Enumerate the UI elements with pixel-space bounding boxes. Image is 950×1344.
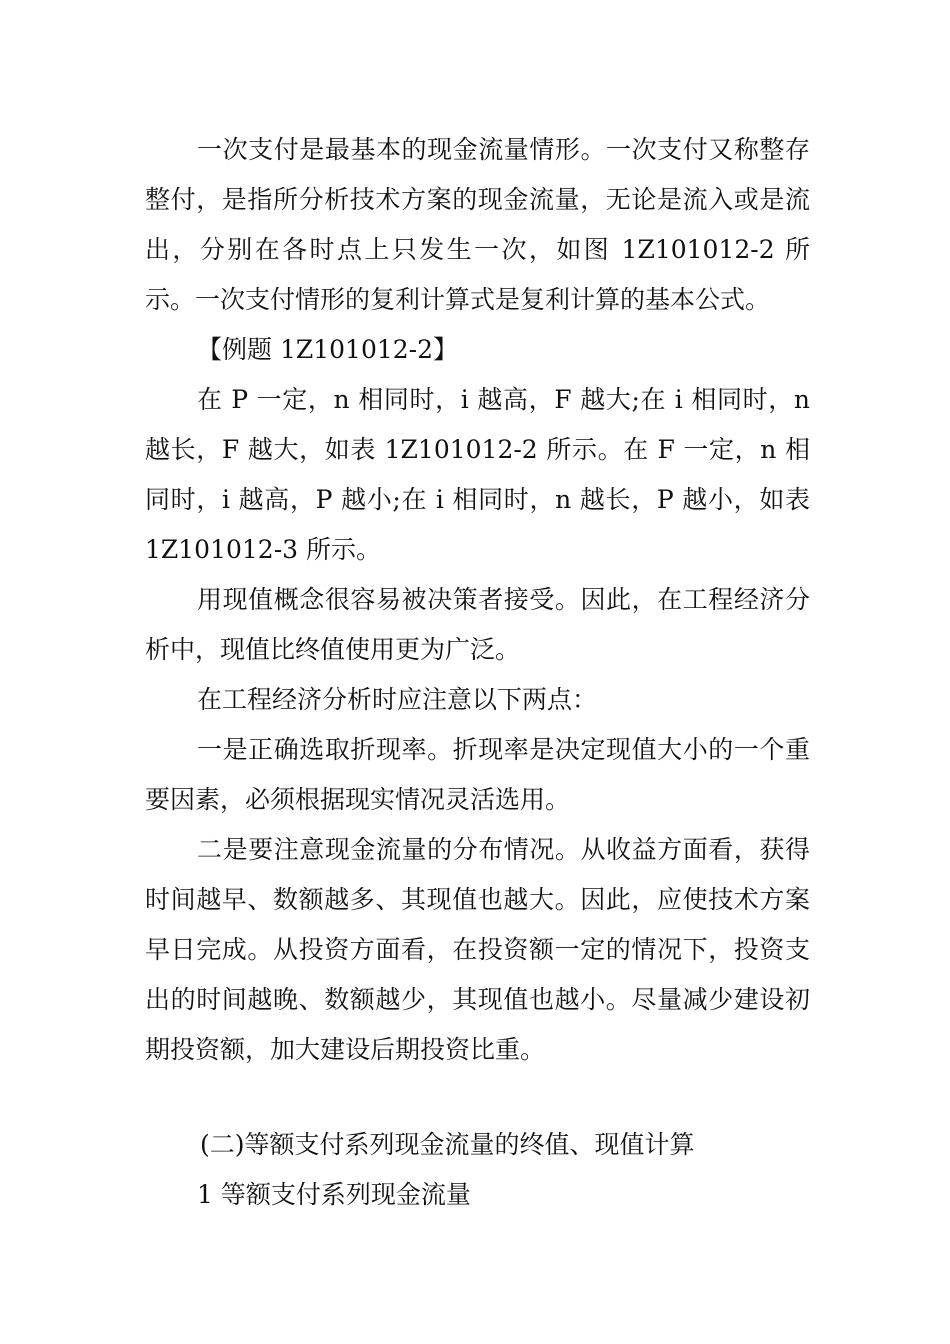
section-heading: (二)等额支付系列现金流量的终值、现值计算 <box>200 1130 695 1159</box>
paragraph-point-two-cashflow-distribution: 二是要注意现金流量的分布情况。从收益方面看，获得时间越早、数额越多、其现值也越大。因此，应使技术方案早日完成。从投资方面看，在投资额一定的情况下，投资支出的时间越晚、数额越少，其现值也越小。尽量减少建设初期投资额，加大建设后期投资比重。 <box>145 835 810 1064</box>
paragraph-single-payment-definition: 一次支付是最基本的现金流量情形。一次支付又称整存整付，是指所分析技术方案的现金流量，无论是流入或是流出，分别在各时点上只发生一次，如图 1Z101012-2 所示。一次支付情形的复利计算式是复利计算的基本公式。 <box>145 135 810 314</box>
paragraph-two-points-intro: 在工程经济分析时应注意以下两点： <box>197 685 598 714</box>
example-label: 【例题 1Z101012-2】 <box>197 335 459 364</box>
paragraph-present-value-usage: 用现值概念很容易被决策者接受。因此，在工程经济分析中，现值比终值使用更为广泛。 <box>145 585 810 664</box>
paragraph-p-f-relationship: 在 P 一定，n 相同时，i 越高，F 越大;在 i 相同时，n 越长，F 越大，如表 1Z101012-2 所示。在 F 一定，n 相同时，i 越高，P 越小;在 i 相同时，n 越长，P 越小，如表 1Z101012-3 所示。 <box>145 385 810 564</box>
paragraph-point-one-discount-rate: 一是正确选取折现率。折现率是决定现值大小的一个重要因素，必须根据现实情况灵活选用。 <box>145 735 810 814</box>
subsection-heading: 1 等额支付系列现金流量 <box>197 1180 471 1209</box>
